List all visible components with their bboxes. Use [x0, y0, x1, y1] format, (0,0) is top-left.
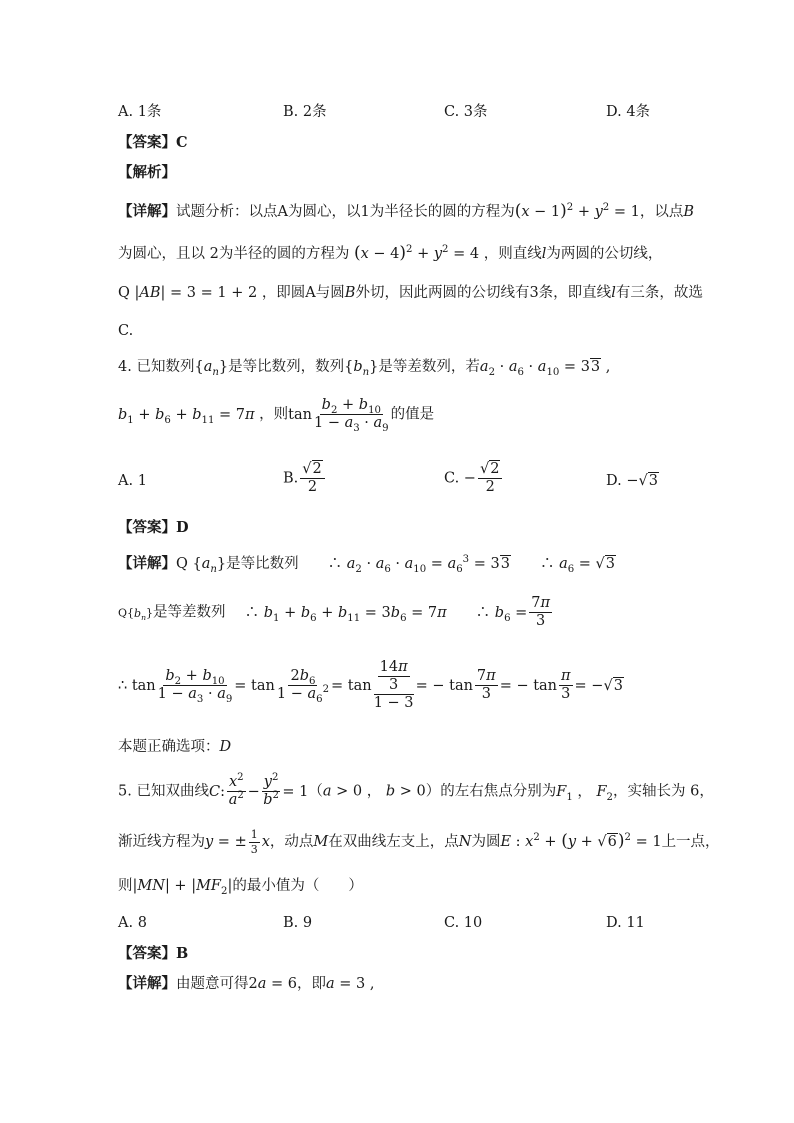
q3-option-b: B. 2条 — [283, 104, 327, 120]
formula: Q |AB| = 3 = 1 + 2 — [118, 285, 262, 301]
q5-stem-line-2: 渐近线方程为y = ± $\frac{1}{3}$ x，动点M在双曲线左支上，点N为圆E : $x^2 + (y + √6)^2 = 1$上一点， — [118, 828, 720, 856]
q4-option-b: B. $\frac{√2}{2}$ — [283, 462, 327, 495]
formula: ∴ $a_2 \cdot a_6 \cdot a_{10} = a_6^3 = 33$ ∴ $a_6 = √3$ — [298, 554, 616, 575]
q3-option-d: D. 4条 — [606, 104, 651, 120]
q4-answer: 【答案】D — [118, 519, 189, 536]
text: 则 — [118, 878, 133, 894]
formula: C: $\frac{x^2}{a^2}$ − $\frac{y^2}{b^2}$ = 1 — [208, 772, 309, 809]
q5-option-a: A. 8 — [118, 915, 147, 931]
detail-label: 【详解】 — [118, 203, 176, 220]
q3-option-a: A. 1条 — [118, 104, 162, 120]
q4-option-c: C. − $\frac{√2}{2}$ — [444, 462, 504, 495]
text: ，则直线 — [483, 246, 542, 262]
formula: $\{b_n\}$ — [344, 359, 379, 378]
q5-stem-line-3 — [118, 878, 363, 897]
text: 为圆心，且以 2为半径的圆的方程为 — [118, 246, 350, 262]
q3-answer: 【答案】C — [118, 134, 188, 151]
q4-stem-line-2 — [118, 397, 435, 435]
q5-option-c: C. 10 — [444, 915, 483, 931]
q4-detail-line-3 — [118, 660, 624, 712]
text: 是等差数列 — [153, 604, 226, 621]
q3-detail-line-4: C. — [118, 323, 134, 339]
q4-option-d: D. −√3 — [606, 473, 658, 489]
q4-detail-line-2 — [118, 596, 554, 629]
formula: tan $\frac{b_2 + b_{10}}{1 - a_3 \cdot a_9}$ — [288, 397, 389, 435]
formula: Q $\{a_n\}$ — [176, 556, 227, 575]
q5-option-d: D. 11 — [606, 915, 645, 931]
q4-option-a: A. 1 — [118, 473, 147, 489]
text: B. — [283, 470, 299, 487]
text: 是等比数列 — [226, 556, 299, 572]
detail-label: 【详解】 — [118, 975, 176, 992]
text: 为圆 — [471, 834, 501, 851]
formula: ∴ tan $\frac{b_2 + b_{10}}{1 - a_3 \cdot a_9}$ = tan $\frac{2b_6}{1 - a_6^2}$ = tan $\frac{\frac{14\pi}{3}}{1 - 3}$ = − tan $\frac{7\pi}{3}$ = − tan $\frac{\pi}{3}$ = −√3 — [118, 659, 623, 712]
text: D. — [606, 473, 622, 489]
formula: $b_1 + b_6 + b_{11} = 7\pi$ — [118, 406, 255, 426]
text: 的最小值为（ ） — [232, 878, 363, 894]
text: 由题意可得 — [176, 976, 249, 992]
q3-option-c: C. 3条 — [444, 104, 488, 120]
text: 是等比数列，数列 — [228, 359, 345, 375]
text: ，即 — [296, 976, 326, 992]
formula: E : $x^2 + (y + √6)^2 = 1$ — [500, 831, 662, 852]
q5-detail-line-1 — [118, 977, 374, 992]
text: 4. 已知数列 — [118, 359, 195, 375]
text: 渐近线方程为 — [118, 834, 205, 851]
q4-detail-line-1 — [118, 554, 616, 575]
formula: y = ± $\frac{1}{3}$ x — [205, 828, 270, 856]
q4-conclusion: 本题正确选项：D — [118, 739, 232, 755]
text: 在双曲线左支上，点 — [328, 834, 459, 851]
q3-analysis-label: 【解析】 — [118, 164, 176, 181]
formula: $F_1$ ， $F_2$ — [556, 783, 613, 803]
text: ）的左右焦点分别为 — [425, 783, 557, 800]
formula: $(x - 4)^2 + y^2 = 4$ — [353, 243, 484, 263]
text: ，即圆A与圆 — [261, 285, 345, 301]
q4-stem-line-1 — [118, 359, 611, 378]
formula: $(x - 1)^2 + y^2 = 1$ — [514, 201, 640, 221]
formula: 2a = 6 — [248, 976, 297, 992]
text: 外切，因此两圆的公切线有3条，即直线 — [355, 285, 612, 301]
detail-label: 【详解】 — [118, 555, 176, 572]
text: ，则 — [259, 406, 289, 423]
text: 为两圆的公切线， — [546, 246, 663, 262]
q3-detail-line-2: 为圆心，且以 2为半径的圆的方程为 $(x - 4)^2 + y^2 = 4$ ，则直线l为两圆的公切线， — [118, 243, 663, 263]
text: ，以点 — [639, 204, 684, 220]
formula: a = 3 , — [325, 976, 375, 992]
formula: $\{a_n\}$ — [194, 359, 229, 378]
text: 的值是 — [390, 406, 435, 423]
text: ，实轴长为 6， — [613, 783, 714, 800]
formula: $|MN| + |MF_2|$ — [132, 878, 233, 897]
text: 试题分析：以点A为圆心，以1为半径长的圆的方程为 — [176, 204, 515, 220]
q5-answer: 【答案】B — [118, 945, 189, 962]
text: 上一点， — [661, 834, 720, 851]
formula: $a_2 \cdot a_6 \cdot a_{10} = 33$ , — [479, 359, 611, 378]
q5-stem-line-1 — [118, 772, 714, 809]
text: ，动点 — [269, 834, 314, 851]
text: 本题正确选项： — [118, 739, 220, 755]
q3-detail-line-1: 【详解】试题分析：以点A为圆心，以1为半径长的圆的方程为$(x - 1)^2 + y^2 = 1$，以点B — [118, 201, 694, 221]
formula: $Q\{b_n\}$ — [118, 606, 154, 622]
text: 5. 已知双曲线 — [118, 783, 209, 800]
formula: a > 0 ， b > 0 — [322, 783, 426, 800]
q3-detail-line-3: Q |AB| = 3 = 1 + 2 ，即圆A与圆B外切，因此两圆的公切线有3条，即直线l有三条，故选 — [118, 285, 703, 301]
text: 是等差数列，若 — [378, 359, 480, 375]
text: （ — [308, 783, 323, 800]
formula: ∴ $b_1 + b_6 + b_{11} = 3b_6 = 7\pi$ ∴ $b_6$ = $\frac{7\pi}{3}$ — [225, 595, 551, 630]
q5-option-b: B. 9 — [283, 915, 313, 931]
text: 有三条，故选 — [615, 285, 703, 301]
text: C. — [444, 470, 460, 487]
